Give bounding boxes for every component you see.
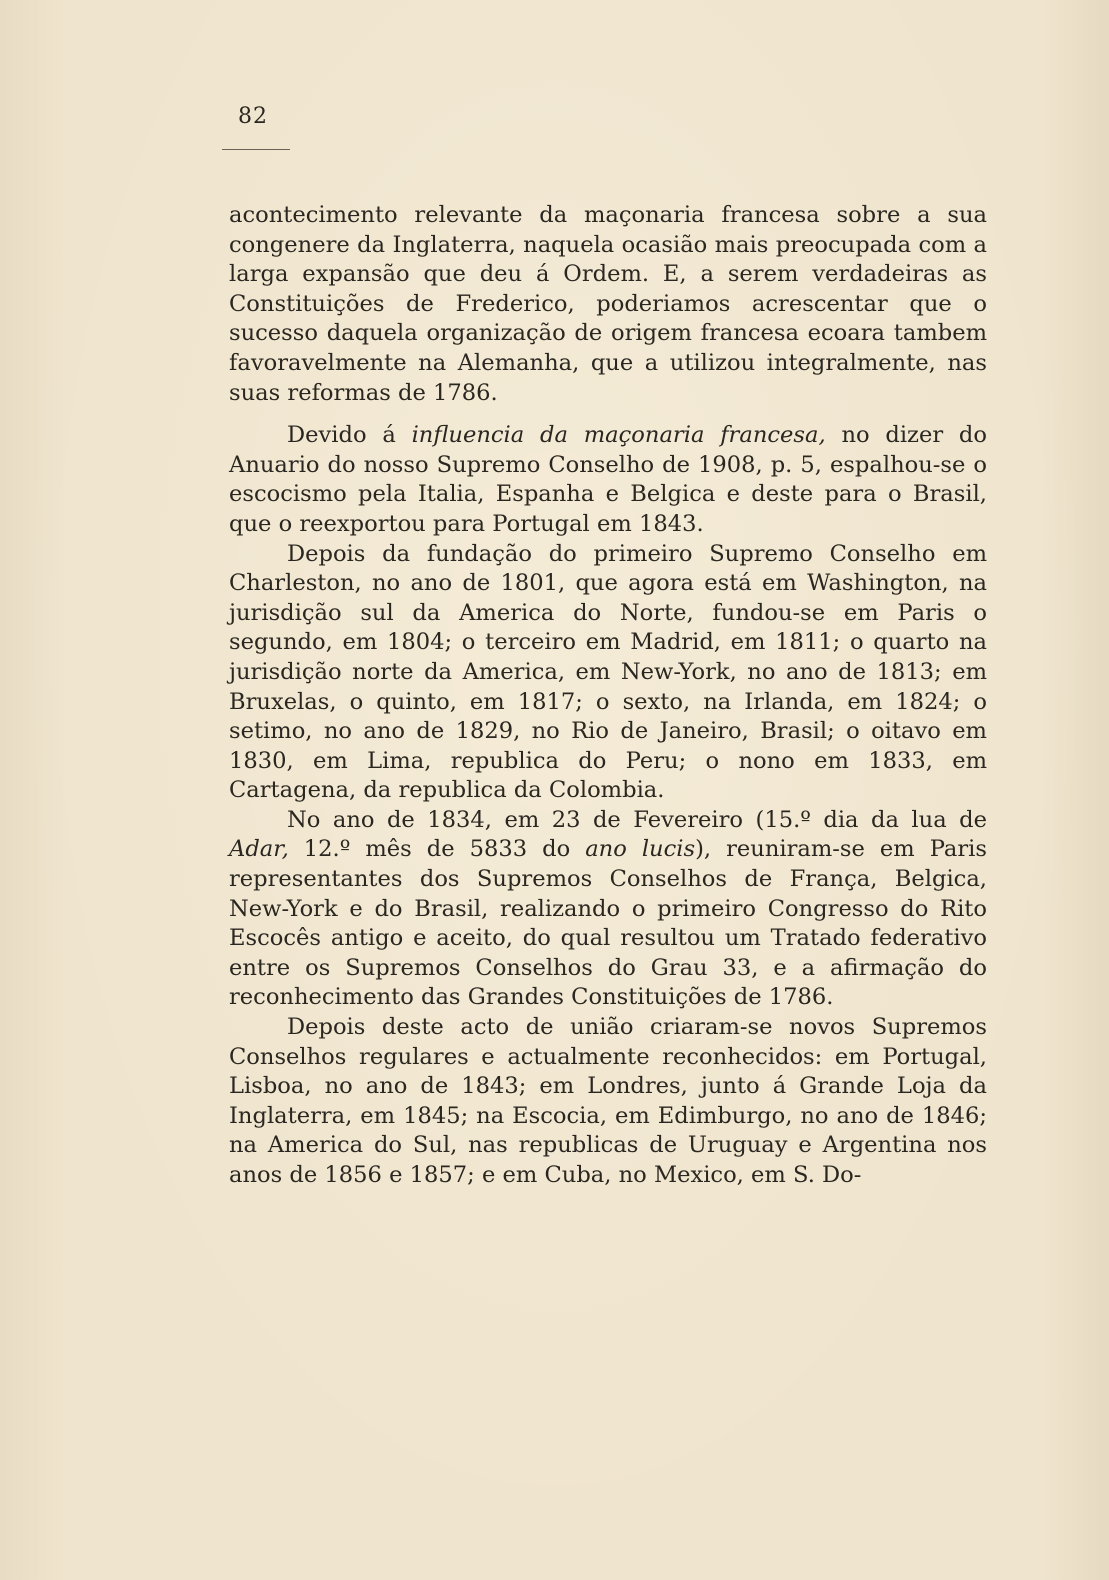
paragraph-4-italic-ano-lucis: ano lucis (585, 836, 696, 863)
paragraph-4-italic-adar: Adar, (229, 836, 289, 863)
paragraph-4-end: ), reuniram-se em Paris representantes dos Supremos Conselhos de França, Belgica, New-York e do Brasil, realizando o primeiro Congresso do Rito Escocês antigo e aceito, do qual resultou um Tratado federativo entre os Supremos Conselhos do Grau 33, e a afirmação do reconhecimento das Grandes Constituições de 1786. (229, 836, 988, 1011)
body-text (229, 201, 987, 1191)
paragraph-2-italic: influencia da maçonaria francesa, (411, 422, 826, 449)
paragraph-2 (229, 421, 987, 539)
paragraph-2-end: no dizer do Anuario do nosso Supremo Conselho de 1908, p. 5, espalhou-se o escocismo pela Italia, Espanha e Belgica e deste para o Brasil, que o reexportou para Portugal em 1843. (229, 422, 987, 537)
paragraph-4-middle: 12.º mês de 5833 do (288, 836, 586, 863)
paragraph-2-start: Devido á (287, 422, 412, 449)
paragraph-4 (229, 806, 987, 1013)
header-rule (222, 149, 290, 150)
paragraph-1: acontecimento relevante da maçonaria francesa sobre a sua congenere da Inglaterra, naquela ocasião mais preocupada com a larga expansão que deu á Ordem. E, a serem verdadeiras as Constituições de Frederico, poderiamos acrescentar que o sucesso daquela organização de origem francesa ecoara tambem favoravelmente na Alemanha, que a utilizou integralmente, nas suas reformas de 1786. (229, 202, 987, 406)
paragraph-3: Depois da fundação do primeiro Supremo Conselho em Charleston, no ano de 1801, que agora está em Washington, na jurisdição sul da America do Norte, fundou-se em Paris o segundo, em 1804; o terceiro em Madrid, em 1811; o quarto na jurisdição norte da America, em New-York, no ano de 1813; em Bruxelas, o quinto, em 1817; o sexto, na Irlanda, em 1824; o setimo, no ano de 1829, no Rio de Janeiro, Brasil; o oitavo em 1830, em Lima, republica do Peru; o nono em 1833, em Cartagena, da republica da Colombia. (229, 540, 987, 804)
paragraph-5: Depois deste acto de união criaram-se novos Supremos Conselhos regulares e actualmente reconhecidos: em Portugal, Lisboa, no ano de 1843; em Londres, junto á Grande Loja da Inglaterra, em 1845; na Escocia, em Edimburgo, no ano de 1846; na America do Sul, nas republicas de Uruguay e Argentina nos anos de 1856 e 1857; e em Cuba, no Mexico, em S. Do- (229, 1014, 987, 1188)
paragraph-4-start: No ano de 1834, em 23 de Fevereiro (15.º dia da lua de (287, 806, 987, 833)
page-number: 82 (238, 104, 268, 129)
